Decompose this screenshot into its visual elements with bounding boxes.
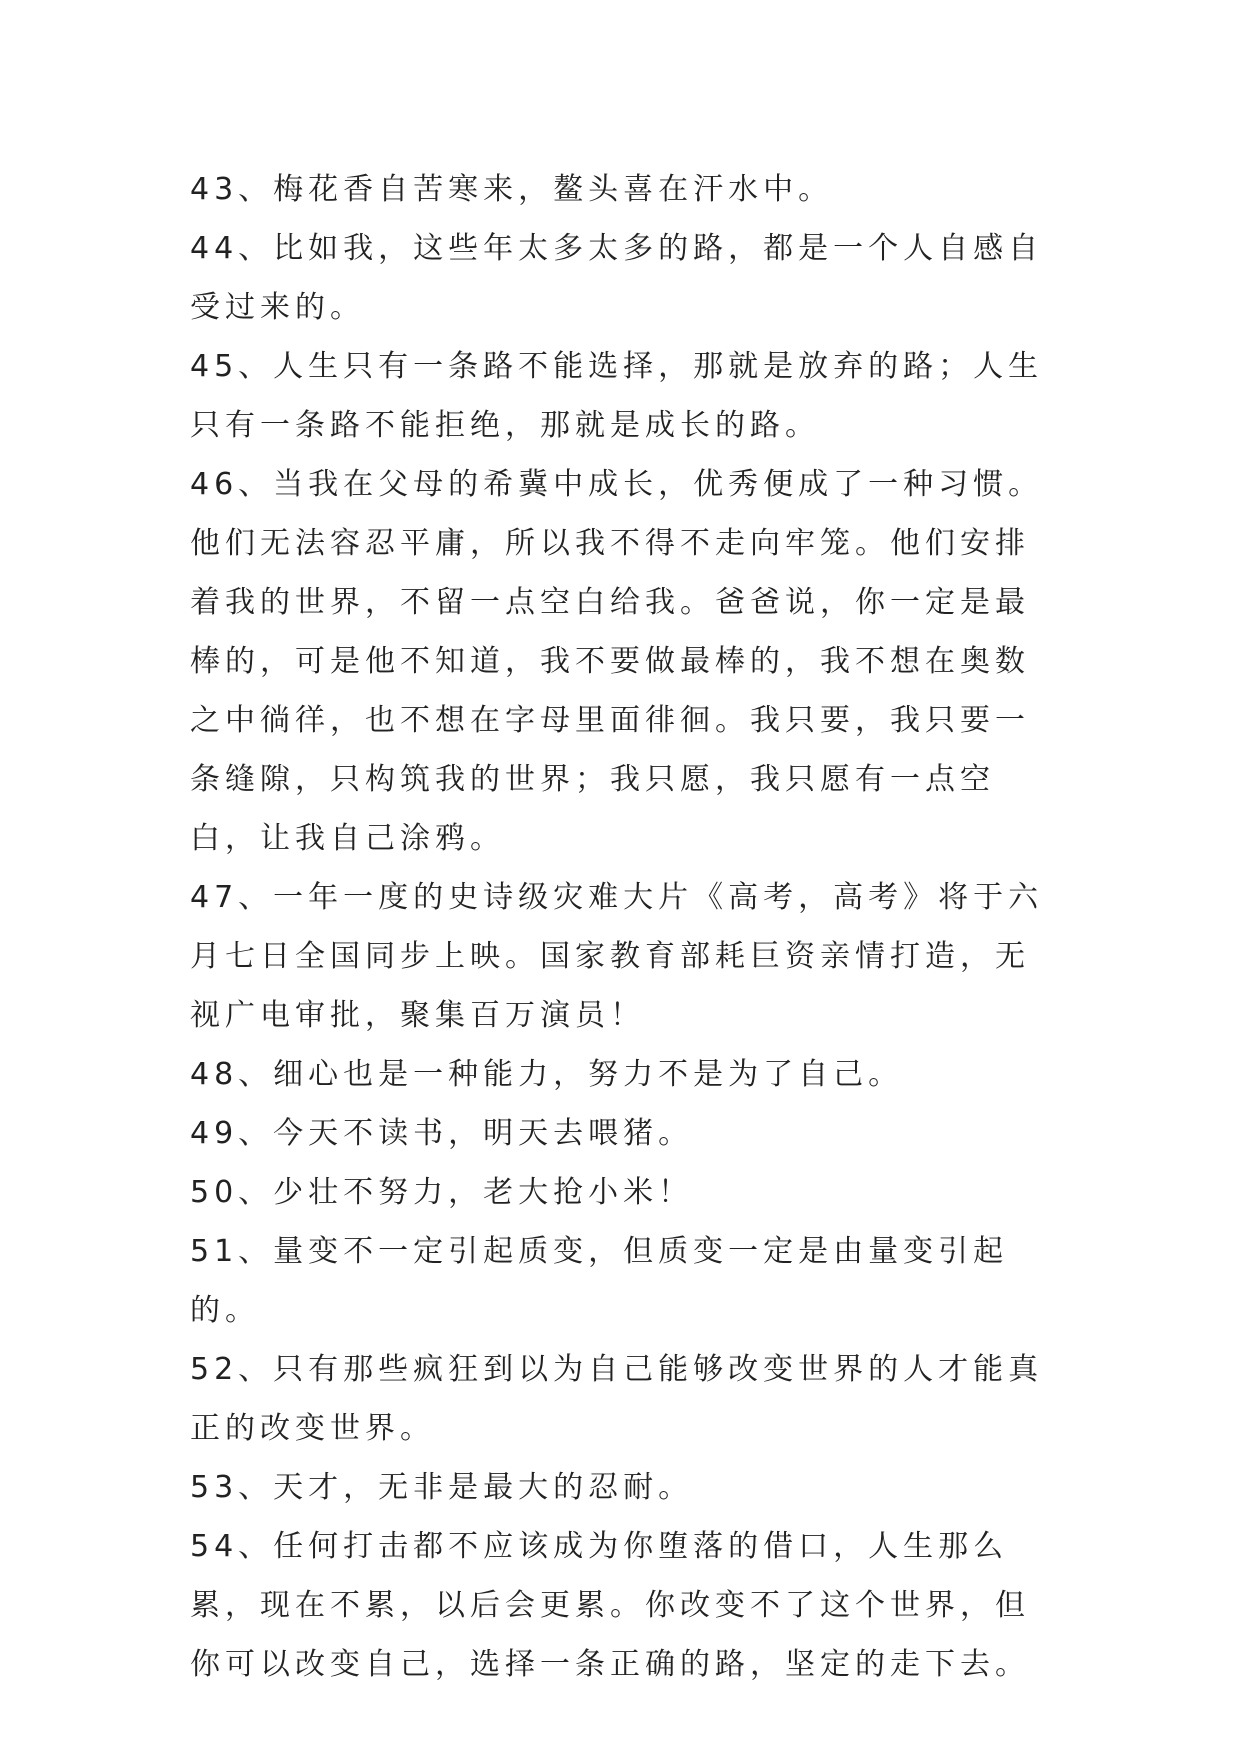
list-item: 54、任何打击都不应该成为你堕落的借口，人生那么累，现在不累，以后会更累。你改变不了这个世界，但你可以改变自己，选择一条正确的路，坚定的走下去。 — [190, 1529, 1030, 1682]
list-item: 53、天才，无非是最大的忍耐。 — [190, 1470, 694, 1505]
list-item: 47、一年一度的史诗级灾难大片《高考，高考》将于六月七日全国同步上映。国家教育部耗巨资亲情打造，无视广电审批，聚集百万演员！ — [190, 880, 1044, 1033]
list-item: 52、只有那些疯狂到以为自己能够改变世界的人才能真正的改变世界。 — [190, 1352, 1044, 1446]
list-item: 50、少壮不努力，老大抢小米！ — [190, 1175, 694, 1210]
list-item: 49、今天不读书，明天去喂猪。 — [190, 1116, 694, 1151]
list-item: 48、细心也是一种能力，努力不是为了自己。 — [190, 1057, 904, 1092]
list-item: 44、比如我，这些年太多太多的路，都是一个人自感自受过来的。 — [190, 231, 1044, 325]
list-item: 45、人生只有一条路不能选择，那就是放弃的路；人生只有一条路不能拒绝，那就是成长的路。 — [190, 349, 1044, 443]
document-body — [190, 160, 1050, 1694]
list-item: 43、梅花香自苦寒来，鳌头喜在汗水中。 — [190, 172, 834, 207]
list-item: 46、当我在父母的希冀中成长，优秀便成了一种习惯。他们无法容忍平庸，所以我不得不走向牢笼。他们安排着我的世界，不留一点空白给我。爸爸说，你一定是最棒的，可是他不知道，我不要做最棒的，我不想在奥数之中徜徉，也不想在字母里面徘徊。我只要，我只要一条缝隙，只构筑我的世界；我只愿，我只愿有一点空白，让我自己涂鸦。 — [190, 467, 1044, 856]
list-item: 51、量变不一定引起质变，但质变一定是由量变引起的。 — [190, 1234, 1009, 1328]
